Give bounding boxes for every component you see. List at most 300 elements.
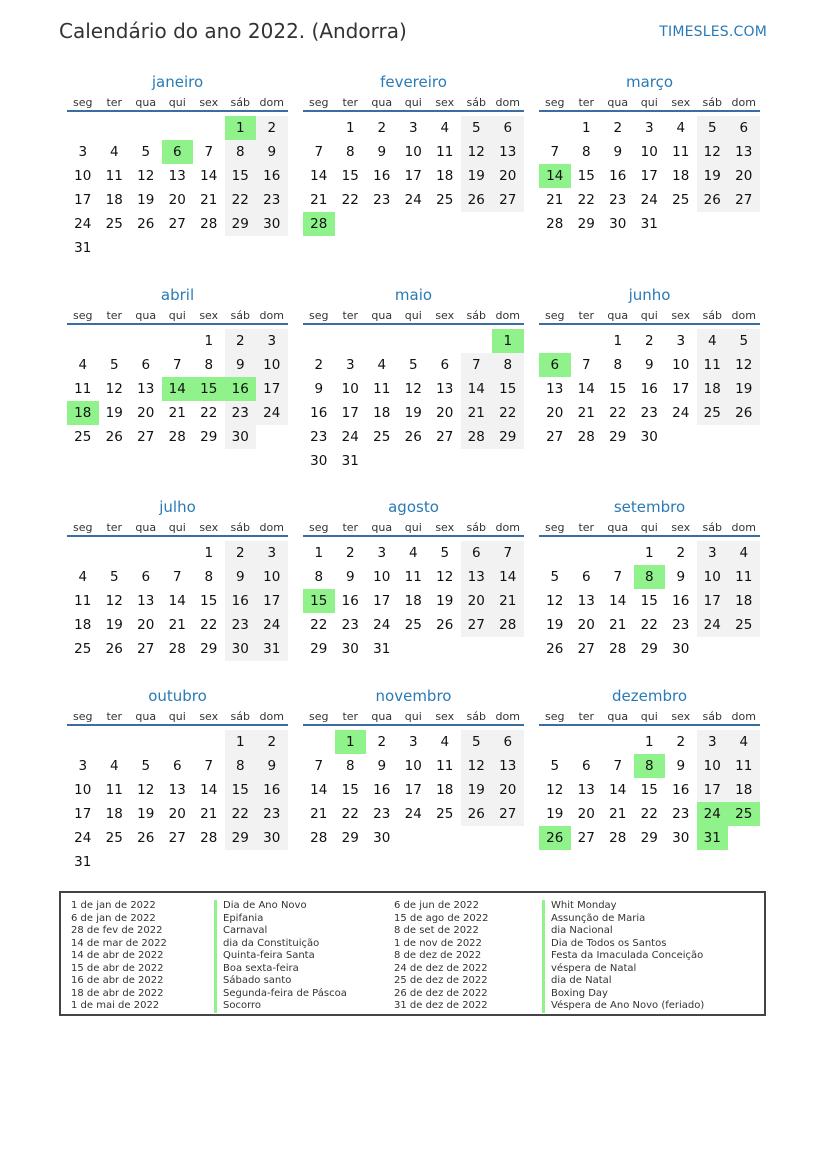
day-cell: 6 bbox=[503, 120, 513, 136]
day-cell: 3 bbox=[676, 333, 686, 349]
day-cell: 16 bbox=[609, 168, 627, 184]
day-cell: 21 bbox=[310, 806, 328, 822]
day-cell: 3 bbox=[377, 545, 387, 561]
weekday-label: qua bbox=[135, 710, 157, 723]
day-cell: 13 bbox=[735, 144, 753, 160]
day-cell: 12 bbox=[105, 381, 123, 397]
day-cell: 9 bbox=[613, 144, 623, 160]
day-cell: 16 bbox=[263, 168, 281, 184]
day-cell: 6 bbox=[141, 569, 151, 585]
day-cell: 24 bbox=[263, 617, 281, 633]
day-cell: 10 bbox=[672, 357, 690, 373]
page-title: Calendário do ano 2022. (Andorra) bbox=[59, 19, 407, 43]
day-cell: 23 bbox=[373, 806, 391, 822]
day-cell: 31 bbox=[74, 240, 92, 256]
weekday-label: ter bbox=[106, 521, 123, 534]
day-cell: 18 bbox=[74, 617, 92, 633]
day-cell: 16 bbox=[373, 782, 391, 798]
day-cell: 19 bbox=[137, 806, 155, 822]
day-cell: 6 bbox=[581, 758, 591, 774]
day-cell: 23 bbox=[341, 617, 359, 633]
day-cell: 29 bbox=[577, 216, 595, 232]
day-cell: 27 bbox=[436, 429, 454, 445]
day-cell: 11 bbox=[672, 144, 690, 160]
day-cell: 10 bbox=[640, 144, 658, 160]
day-cell: 6 bbox=[581, 569, 591, 585]
day-cell: 24 bbox=[404, 192, 422, 208]
legend-date: 28 de fev de 2022 bbox=[71, 925, 163, 936]
day-cell: 19 bbox=[137, 192, 155, 208]
day-cell: 11 bbox=[404, 569, 422, 585]
month-name: agosto bbox=[388, 498, 439, 516]
legend-date: 14 de abr de 2022 bbox=[71, 950, 164, 961]
weekday-label: ter bbox=[106, 710, 123, 723]
weekday-label: sex bbox=[671, 96, 691, 109]
day-cell: 14 bbox=[499, 569, 517, 585]
day-cell: 24 bbox=[672, 405, 690, 421]
day-cell: 27 bbox=[137, 429, 155, 445]
day-cell: 5 bbox=[707, 120, 717, 136]
day-cell: 25 bbox=[105, 830, 123, 846]
weekday-header bbox=[303, 309, 524, 325]
day-cell: 20 bbox=[137, 617, 155, 633]
day-cell: 9 bbox=[235, 357, 245, 373]
day-cell: 25 bbox=[74, 429, 92, 445]
day-cell: 2 bbox=[644, 333, 654, 349]
weekday-label: qui bbox=[640, 309, 658, 322]
day-cell: 19 bbox=[404, 405, 422, 421]
legend-holiday-name: Socorro bbox=[214, 1000, 347, 1013]
weekday-header bbox=[539, 309, 760, 325]
day-cell: 6 bbox=[503, 734, 513, 750]
day-cell: 5 bbox=[471, 734, 481, 750]
legend-holiday-name: Véspera de Ano Novo (feriado) bbox=[542, 1000, 704, 1013]
day-cell: 13 bbox=[546, 381, 564, 397]
day-cell: 28 bbox=[467, 429, 485, 445]
day-cell: 17 bbox=[404, 168, 422, 184]
day-cell: 22 bbox=[341, 806, 359, 822]
day-cell: 7 bbox=[314, 758, 324, 774]
day-cell: 12 bbox=[703, 144, 721, 160]
day-cell: 25 bbox=[373, 429, 391, 445]
day-cell: 17 bbox=[404, 782, 422, 798]
weekday-label: dom bbox=[259, 710, 284, 723]
day-cell: 20 bbox=[436, 405, 454, 421]
day-cell: 2 bbox=[314, 357, 324, 373]
day-cell: 2 bbox=[267, 734, 277, 750]
holiday-day: 15 bbox=[193, 377, 225, 401]
day-cell: 2 bbox=[345, 545, 355, 561]
day-cell: 7 bbox=[581, 357, 591, 373]
day-cell: 3 bbox=[78, 758, 88, 774]
day-cell: 17 bbox=[74, 192, 92, 208]
day-cell: 26 bbox=[105, 429, 123, 445]
month-name: maio bbox=[394, 286, 433, 304]
day-cell: 10 bbox=[373, 569, 391, 585]
day-cell: 18 bbox=[703, 381, 721, 397]
day-cell: 2 bbox=[676, 734, 686, 750]
day-cell: 11 bbox=[436, 758, 454, 774]
weekday-header bbox=[303, 96, 524, 112]
weekday-label: sáb bbox=[702, 710, 722, 723]
day-cell: 10 bbox=[703, 569, 721, 585]
day-cell: 27 bbox=[546, 429, 564, 445]
weekday-header bbox=[303, 710, 524, 726]
weekday-label: sex bbox=[671, 309, 691, 322]
day-cell: 8 bbox=[581, 144, 591, 160]
weekday-label: sex bbox=[199, 521, 219, 534]
weekday-label: dom bbox=[495, 710, 520, 723]
weekday-label: seg bbox=[73, 521, 93, 534]
day-cell: 10 bbox=[404, 758, 422, 774]
day-cell: 7 bbox=[613, 758, 623, 774]
holiday-day: 14 bbox=[162, 377, 194, 401]
legend-date: 16 de abr de 2022 bbox=[71, 975, 164, 986]
day-cell: 22 bbox=[640, 806, 658, 822]
weekday-label: qui bbox=[404, 710, 422, 723]
day-cell: 2 bbox=[613, 120, 623, 136]
day-cell: 23 bbox=[231, 617, 249, 633]
weekday-label: ter bbox=[106, 309, 123, 322]
day-cell: 5 bbox=[739, 333, 749, 349]
weekday-label: sex bbox=[435, 521, 455, 534]
day-cell: 10 bbox=[74, 168, 92, 184]
weekday-label: qui bbox=[404, 309, 422, 322]
weekday-label: dom bbox=[495, 309, 520, 322]
day-cell: 21 bbox=[310, 192, 328, 208]
day-cell: 20 bbox=[499, 168, 517, 184]
weekday-label: sáb bbox=[466, 96, 486, 109]
weekday-label: qua bbox=[371, 710, 393, 723]
day-cell: 23 bbox=[263, 192, 281, 208]
day-cell: 15 bbox=[200, 593, 218, 609]
day-cell: 14 bbox=[577, 381, 595, 397]
weekday-label: dom bbox=[731, 96, 756, 109]
day-cell: 4 bbox=[109, 144, 119, 160]
weekday-label: sáb bbox=[466, 710, 486, 723]
day-cell: 19 bbox=[703, 168, 721, 184]
legend-date: 6 de jan de 2022 bbox=[71, 912, 156, 924]
day-cell: 25 bbox=[74, 641, 92, 657]
weekday-label: ter bbox=[578, 521, 595, 534]
day-cell: 25 bbox=[105, 216, 123, 232]
day-cell: 28 bbox=[499, 617, 517, 633]
day-cell: 26 bbox=[703, 192, 721, 208]
weekday-label: dom bbox=[259, 309, 284, 322]
legend-holiday-name: Carnaval bbox=[214, 925, 347, 938]
day-cell: 18 bbox=[735, 593, 753, 609]
day-cell: 16 bbox=[231, 593, 249, 609]
day-cell: 13 bbox=[137, 593, 155, 609]
day-cell: 2 bbox=[377, 734, 387, 750]
day-cell: 30 bbox=[231, 641, 249, 657]
legend-holiday-name: Dia de Ano Novo bbox=[214, 900, 347, 913]
legend-date: 14 de mar de 2022 bbox=[71, 937, 167, 949]
day-cell: 1 bbox=[345, 120, 355, 136]
day-cell: 12 bbox=[735, 357, 753, 373]
day-cell: 16 bbox=[263, 782, 281, 798]
day-cell: 8 bbox=[235, 144, 245, 160]
legend-date: 24 de dez de 2022 bbox=[394, 962, 488, 974]
day-cell: 8 bbox=[503, 357, 513, 373]
day-cell: 14 bbox=[200, 168, 218, 184]
day-cell: 5 bbox=[109, 357, 119, 373]
day-cell: 12 bbox=[546, 782, 564, 798]
day-cell: 4 bbox=[440, 120, 450, 136]
weekday-header bbox=[539, 710, 760, 726]
day-cell: 1 bbox=[644, 545, 654, 561]
day-cell: 29 bbox=[200, 429, 218, 445]
day-cell: 18 bbox=[105, 806, 123, 822]
day-cell: 18 bbox=[404, 593, 422, 609]
day-cell: 20 bbox=[168, 806, 186, 822]
legend-holiday-name: Assunção de Maria bbox=[542, 913, 704, 926]
day-cell: 3 bbox=[345, 357, 355, 373]
day-cell: 23 bbox=[609, 192, 627, 208]
weekday-label: sáb bbox=[702, 309, 722, 322]
day-cell: 4 bbox=[377, 357, 387, 373]
day-cell: 28 bbox=[168, 429, 186, 445]
day-cell: 10 bbox=[263, 357, 281, 373]
legend-date: 1 de mai de 2022 bbox=[71, 1000, 160, 1011]
day-cell: 8 bbox=[613, 357, 623, 373]
day-cell: 26 bbox=[546, 641, 564, 657]
day-cell: 14 bbox=[200, 782, 218, 798]
day-cell: 7 bbox=[471, 357, 481, 373]
day-cell: 11 bbox=[436, 144, 454, 160]
day-cell: 15 bbox=[341, 168, 359, 184]
day-cell: 21 bbox=[546, 192, 564, 208]
legend-dates-right bbox=[394, 900, 488, 1013]
day-cell: 21 bbox=[168, 617, 186, 633]
weekday-header bbox=[67, 521, 288, 537]
weekday-label: qua bbox=[135, 96, 157, 109]
day-cell: 20 bbox=[137, 405, 155, 421]
day-cell: 3 bbox=[644, 120, 654, 136]
day-cell: 5 bbox=[550, 758, 560, 774]
day-cell: 13 bbox=[467, 569, 485, 585]
day-cell: 28 bbox=[546, 216, 564, 232]
day-cell: 11 bbox=[373, 381, 391, 397]
day-cell: 29 bbox=[200, 641, 218, 657]
day-cell: 20 bbox=[577, 617, 595, 633]
day-cell: 28 bbox=[168, 641, 186, 657]
weekday-label: seg bbox=[545, 710, 565, 723]
day-cell: 11 bbox=[105, 782, 123, 798]
day-cell: 11 bbox=[74, 381, 92, 397]
day-cell: 27 bbox=[467, 617, 485, 633]
weekday-label: sáb bbox=[230, 710, 250, 723]
holiday-day: 8 bbox=[634, 565, 666, 589]
legend-holiday-name: Segunda-feira de Páscoa bbox=[214, 988, 347, 1001]
weekday-label: qua bbox=[607, 96, 629, 109]
day-cell: 9 bbox=[314, 381, 324, 397]
day-cell: 11 bbox=[735, 569, 753, 585]
day-cell: 9 bbox=[377, 144, 387, 160]
weekday-label: ter bbox=[342, 710, 359, 723]
weekday-label: dom bbox=[731, 710, 756, 723]
weekday-label: sáb bbox=[702, 96, 722, 109]
holiday-day: 25 bbox=[728, 802, 760, 826]
day-cell: 26 bbox=[105, 641, 123, 657]
day-cell: 29 bbox=[231, 216, 249, 232]
legend-date: 8 de set de 2022 bbox=[394, 925, 479, 936]
day-cell: 19 bbox=[735, 381, 753, 397]
day-cell: 3 bbox=[267, 545, 277, 561]
day-cell: 30 bbox=[640, 429, 658, 445]
weekday-header bbox=[539, 521, 760, 537]
day-cell: 9 bbox=[676, 569, 686, 585]
day-cell: 15 bbox=[640, 593, 658, 609]
day-cell: 2 bbox=[235, 333, 245, 349]
day-cell: 22 bbox=[577, 192, 595, 208]
day-cell: 30 bbox=[609, 216, 627, 232]
day-cell: 25 bbox=[672, 192, 690, 208]
day-cell: 18 bbox=[672, 168, 690, 184]
weekday-label: ter bbox=[578, 309, 595, 322]
day-cell: 21 bbox=[168, 405, 186, 421]
day-cell: 10 bbox=[263, 569, 281, 585]
day-cell: 24 bbox=[263, 405, 281, 421]
day-cell: 5 bbox=[471, 120, 481, 136]
day-cell: 24 bbox=[373, 617, 391, 633]
day-cell: 1 bbox=[204, 545, 214, 561]
day-cell: 12 bbox=[467, 758, 485, 774]
day-cell: 31 bbox=[263, 641, 281, 657]
legend-holiday-name: Epifania bbox=[214, 913, 347, 926]
day-cell: 17 bbox=[373, 593, 391, 609]
day-cell: 4 bbox=[739, 734, 749, 750]
day-cell: 23 bbox=[672, 617, 690, 633]
day-cell: 10 bbox=[404, 144, 422, 160]
holiday-day: 15 bbox=[303, 589, 335, 613]
day-cell: 12 bbox=[436, 569, 454, 585]
holiday-day: 6 bbox=[162, 140, 194, 164]
day-cell: 20 bbox=[546, 405, 564, 421]
day-cell: 21 bbox=[499, 593, 517, 609]
day-cell: 22 bbox=[200, 405, 218, 421]
day-cell: 3 bbox=[707, 545, 717, 561]
day-cell: 6 bbox=[172, 758, 182, 774]
day-cell: 29 bbox=[609, 429, 627, 445]
weekday-label: sex bbox=[435, 96, 455, 109]
day-cell: 19 bbox=[105, 405, 123, 421]
weekday-label: seg bbox=[309, 521, 329, 534]
day-cell: 23 bbox=[231, 405, 249, 421]
weekday-header bbox=[67, 309, 288, 325]
day-cell: 22 bbox=[499, 405, 517, 421]
weekday-label: qui bbox=[640, 96, 658, 109]
day-cell: 18 bbox=[436, 782, 454, 798]
day-cell: 22 bbox=[341, 192, 359, 208]
day-cell: 14 bbox=[609, 782, 627, 798]
day-cell: 11 bbox=[735, 758, 753, 774]
weekday-label: qui bbox=[168, 710, 186, 723]
holiday-legend bbox=[59, 891, 766, 1016]
day-cell: 21 bbox=[609, 806, 627, 822]
day-cell: 30 bbox=[231, 429, 249, 445]
legend-holiday-name: véspera de Natal bbox=[542, 963, 704, 976]
weekday-header bbox=[303, 521, 524, 537]
day-cell: 4 bbox=[408, 545, 418, 561]
month-name: dezembro bbox=[612, 687, 687, 705]
day-cell: 13 bbox=[499, 144, 517, 160]
day-cell: 13 bbox=[499, 758, 517, 774]
legend-holiday-name: Festa da Imaculada Conceição bbox=[542, 950, 704, 963]
day-cell: 12 bbox=[404, 381, 422, 397]
day-cell: 31 bbox=[373, 641, 391, 657]
day-cell: 8 bbox=[345, 758, 355, 774]
weekday-label: sex bbox=[671, 521, 691, 534]
day-cell: 7 bbox=[550, 144, 560, 160]
day-cell: 29 bbox=[640, 641, 658, 657]
day-cell: 7 bbox=[503, 545, 513, 561]
day-cell: 4 bbox=[78, 569, 88, 585]
day-cell: 7 bbox=[204, 758, 214, 774]
day-cell: 25 bbox=[735, 617, 753, 633]
day-cell: 5 bbox=[550, 569, 560, 585]
day-cell: 25 bbox=[703, 405, 721, 421]
day-cell: 8 bbox=[345, 144, 355, 160]
legend-date: 31 de dez de 2022 bbox=[394, 1000, 488, 1011]
day-cell: 20 bbox=[735, 168, 753, 184]
day-cell: 3 bbox=[707, 734, 717, 750]
holiday-day: 26 bbox=[539, 826, 571, 850]
weekday-label: dom bbox=[259, 521, 284, 534]
day-cell: 16 bbox=[341, 593, 359, 609]
legend-names-right bbox=[542, 900, 704, 1013]
day-cell: 29 bbox=[310, 641, 328, 657]
day-cell: 14 bbox=[168, 593, 186, 609]
weekday-label: qui bbox=[168, 309, 186, 322]
day-cell: 22 bbox=[231, 192, 249, 208]
weekday-label: qui bbox=[640, 710, 658, 723]
day-cell: 17 bbox=[341, 405, 359, 421]
day-cell: 30 bbox=[672, 641, 690, 657]
legend-date: 26 de dez de 2022 bbox=[394, 987, 488, 999]
day-cell: 28 bbox=[200, 216, 218, 232]
day-cell: 2 bbox=[377, 120, 387, 136]
day-cell: 23 bbox=[263, 806, 281, 822]
weekday-header bbox=[539, 96, 760, 112]
day-cell: 3 bbox=[408, 734, 418, 750]
day-cell: 13 bbox=[577, 593, 595, 609]
weekday-label: seg bbox=[73, 96, 93, 109]
day-cell: 22 bbox=[231, 806, 249, 822]
day-cell: 15 bbox=[640, 782, 658, 798]
weekday-label: seg bbox=[73, 710, 93, 723]
day-cell: 17 bbox=[640, 168, 658, 184]
weekday-label: dom bbox=[731, 521, 756, 534]
weekday-label: seg bbox=[309, 309, 329, 322]
day-cell: 30 bbox=[310, 453, 328, 469]
day-cell: 20 bbox=[168, 192, 186, 208]
weekday-label: sáb bbox=[230, 309, 250, 322]
weekday-label: dom bbox=[731, 309, 756, 322]
weekday-label: seg bbox=[73, 309, 93, 322]
day-cell: 7 bbox=[172, 357, 182, 373]
weekday-label: ter bbox=[342, 521, 359, 534]
weekday-label: qua bbox=[607, 521, 629, 534]
day-cell: 5 bbox=[109, 569, 119, 585]
brand-link[interactable]: TIMESLES.COM bbox=[659, 24, 767, 40]
day-cell: 13 bbox=[577, 782, 595, 798]
month-name: abril bbox=[160, 286, 195, 304]
holiday-day: 1 bbox=[225, 116, 257, 140]
day-cell: 31 bbox=[74, 854, 92, 870]
day-cell: 5 bbox=[408, 357, 418, 373]
day-cell: 19 bbox=[467, 782, 485, 798]
